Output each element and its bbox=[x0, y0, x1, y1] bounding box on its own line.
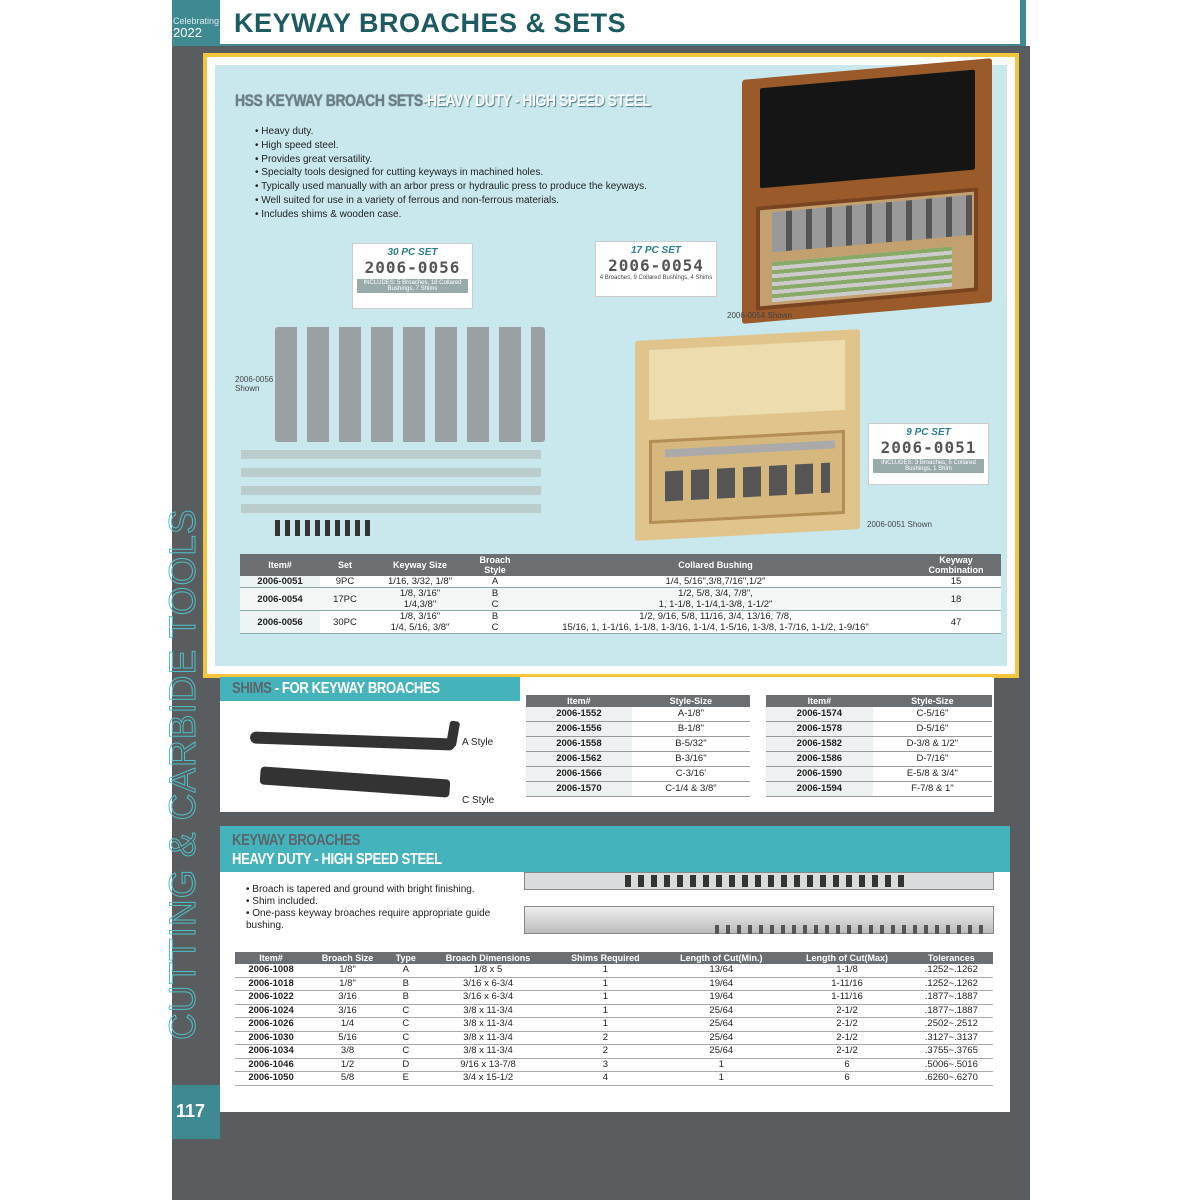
cell-type: C bbox=[388, 1045, 423, 1059]
header-accent bbox=[1020, 0, 1026, 46]
col-keyway-combination: Keyway Combination bbox=[911, 554, 1001, 576]
list-item: • High speed steel. bbox=[255, 139, 647, 153]
page-header bbox=[220, 0, 1026, 46]
col-item: Item# bbox=[240, 554, 320, 576]
cell-item: 2006-1008 bbox=[235, 964, 307, 977]
set-code: 2006-0056 bbox=[364, 258, 461, 277]
cell-set: 17PC bbox=[320, 588, 370, 611]
table-row bbox=[235, 1045, 993, 1059]
broach-photo-bottom bbox=[524, 906, 994, 934]
set-includes: INCLUDES: 3 Broaches, 5 Collared Bushings, 1 Shim bbox=[873, 459, 984, 473]
broaches-title bbox=[232, 831, 442, 869]
style-line: C bbox=[491, 599, 499, 610]
shims-table-right bbox=[766, 695, 992, 797]
cell-item: 2006-1570 bbox=[526, 782, 632, 797]
cell-dimensions: 9/16 x 13-7/8 bbox=[424, 1058, 553, 1072]
col-broach-style: Broach Style bbox=[470, 554, 520, 576]
cell-cut-max: 6 bbox=[784, 1058, 909, 1072]
size-line: 1/8, 3/16" bbox=[399, 588, 441, 599]
broach-photo-top bbox=[524, 872, 994, 890]
cell-tolerance: .1252~.1262 bbox=[910, 977, 993, 991]
table-header-row bbox=[526, 695, 750, 707]
list-item: • Typically used manually with an arbor press or hydraulic press to produce the keyways. bbox=[255, 180, 647, 194]
cell-cut-max: 6 bbox=[784, 1072, 909, 1086]
table-row bbox=[766, 767, 992, 782]
cell-cut-min: 1 bbox=[658, 1072, 784, 1086]
cell-combo: 15 bbox=[911, 576, 1001, 588]
cell-tolerance: .1252~.1262 bbox=[910, 964, 993, 977]
cell-cut-max: 2-1/2 bbox=[784, 1031, 909, 1045]
vertical-category-title: CUTTING & CARBIDE TOOLS bbox=[162, 508, 203, 1040]
cell-dimensions: 3/8 x 11-3/4 bbox=[424, 1045, 553, 1059]
cell-broach-size: 3/16 bbox=[307, 991, 388, 1005]
col-tolerances: Tolerances bbox=[910, 952, 993, 964]
cell-item: 2006-1024 bbox=[235, 1004, 307, 1018]
cell-style-size: B-1/8" bbox=[632, 722, 750, 737]
keyway-broaches-section bbox=[220, 826, 1010, 1112]
cell-tolerance: .2502~.2512 bbox=[910, 1018, 993, 1032]
cell-item: 2006-1026 bbox=[235, 1018, 307, 1032]
hss-sets-panel bbox=[215, 65, 1007, 666]
size-line: 1/4,3/8" bbox=[403, 599, 437, 610]
cell-item: 2006-1566 bbox=[526, 767, 632, 782]
cell-item: 2006-1050 bbox=[235, 1072, 307, 1086]
cell-style: A bbox=[470, 576, 520, 588]
cell-tolerance: .1877~.1887 bbox=[910, 1004, 993, 1018]
case-lid-lining bbox=[649, 340, 845, 420]
cell-cut-min: 25/64 bbox=[658, 1004, 784, 1018]
cell-broach-size: 1/2 bbox=[307, 1058, 388, 1072]
table-row bbox=[235, 1058, 993, 1072]
cell-broach-size: 1/8" bbox=[307, 977, 388, 991]
shim-a-style-hook bbox=[446, 720, 460, 747]
table-row bbox=[235, 964, 993, 977]
cell-size bbox=[370, 588, 470, 611]
wooden-case-17pc-photo bbox=[742, 58, 992, 324]
cell-item: 2006-0056 bbox=[240, 611, 320, 634]
table-row bbox=[526, 707, 750, 722]
broaches-table bbox=[235, 952, 993, 1086]
cell-item: 2006-1022 bbox=[235, 991, 307, 1005]
set-code: 2006-0054 bbox=[608, 256, 704, 275]
bushing-line: 1/2, 5/8, 3/4, 7/8", bbox=[678, 588, 753, 599]
table-row bbox=[240, 588, 1001, 611]
style-line: B bbox=[491, 611, 499, 622]
list-item: • Includes shims & wooden case. bbox=[255, 208, 647, 222]
cell-shims: 1 bbox=[553, 964, 659, 977]
cell-shims: 1 bbox=[553, 1018, 659, 1032]
table-row bbox=[235, 1031, 993, 1045]
shim-c-style-label: C Style bbox=[462, 795, 495, 806]
cell-dimensions: 1/8 x 5 bbox=[424, 964, 553, 977]
cell-dimensions: 3/8 x 11-3/4 bbox=[424, 1031, 553, 1045]
table-row bbox=[526, 767, 750, 782]
cell-cut-min: 13/64 bbox=[658, 964, 784, 977]
col-keyway-size: Keyway Size bbox=[370, 554, 470, 576]
cell-item: 2006-1558 bbox=[526, 737, 632, 752]
cell-style-size: A-1/8" bbox=[632, 707, 750, 722]
cell-shims: 2 bbox=[553, 1045, 659, 1059]
wooden-case-9pc-photo bbox=[635, 329, 860, 541]
cell-cut-min: 1 bbox=[658, 1058, 784, 1072]
table-row bbox=[235, 991, 993, 1005]
col-shims-required: Shims Required bbox=[553, 952, 659, 964]
size-line: 1/4, 5/16, 3/8" bbox=[390, 622, 450, 633]
cell-cut-min: 25/64 bbox=[658, 1018, 784, 1032]
shim-c-style-photo bbox=[260, 766, 451, 797]
shim-a-style-label: A Style bbox=[462, 737, 494, 748]
col-style-size: Style-Size bbox=[632, 695, 750, 707]
set-card-30pc bbox=[352, 243, 473, 309]
set-card-9pc bbox=[868, 423, 989, 485]
cell-set: 9PC bbox=[320, 576, 370, 588]
cell-bushing bbox=[520, 611, 911, 634]
set-name: 17 PC SET bbox=[630, 245, 682, 256]
cell-style-size: E-5/8 & 3/4" bbox=[873, 767, 992, 782]
cell-broach-size: 1/4 bbox=[307, 1018, 388, 1032]
cell-dimensions: 3/16 x 6-3/4 bbox=[424, 991, 553, 1005]
cell-cut-min: 25/64 bbox=[658, 1045, 784, 1059]
cell-set: 30PC bbox=[320, 611, 370, 634]
cell-shims: 1 bbox=[553, 977, 659, 991]
cell-item: 2006-1590 bbox=[766, 767, 873, 782]
list-item: • Specialty tools designed for cutting keyways in machined holes. bbox=[255, 166, 647, 180]
caption-0054: 2006-0054 Shown bbox=[727, 311, 792, 320]
col-item: Item# bbox=[766, 695, 873, 707]
table-row bbox=[235, 1004, 993, 1018]
caption-0056: 2006-0056 Shown bbox=[235, 375, 274, 393]
cell-item: 2006-1594 bbox=[766, 782, 873, 797]
hss-feature-list bbox=[255, 125, 647, 222]
shims-title-bar bbox=[220, 677, 520, 701]
shims-30pc bbox=[275, 520, 375, 536]
hss-sets-table bbox=[240, 554, 1001, 634]
bushing-line: 15/16, 1, 1-1/16, 1-1/8, 1-3/16, 1-1/4, 1-5/16, 1-3/8, 1-7/16, 1-1/2, 1-9/16" bbox=[562, 622, 869, 633]
cell-broach-size: 3/16 bbox=[307, 1004, 388, 1018]
list-item: • Broach is tapered and ground with bright finishing. bbox=[246, 884, 516, 896]
list-item: • Heavy duty. bbox=[255, 125, 647, 139]
table-header-row bbox=[240, 554, 1001, 576]
cell-cut-max: 1-11/16 bbox=[784, 991, 909, 1005]
cell-item: 2006-1046 bbox=[235, 1058, 307, 1072]
set-includes: INCLUDES: 5 Broaches, 18 Collared Bushings, 7 Shims bbox=[357, 279, 468, 293]
col-type: Type bbox=[388, 952, 423, 964]
cell-item: 2006-0054 bbox=[240, 588, 320, 611]
cell-item: 2006-1552 bbox=[526, 707, 632, 722]
cell-size: 1/16, 3/32, 1/8" bbox=[370, 576, 470, 588]
celebrating-label: Celebrating bbox=[173, 16, 220, 26]
year-label: 2022 bbox=[173, 25, 202, 40]
table-row bbox=[766, 752, 992, 767]
page-title: KEYWAY BROACHES & SETS bbox=[234, 8, 627, 38]
cell-bushing: 1/4, 5/16",3/8,7/16",1/2" bbox=[520, 576, 911, 588]
col-collared-bushing: Collared Bushing bbox=[520, 554, 911, 576]
cell-item: 2006-1018 bbox=[235, 977, 307, 991]
cell-item: 2006-1030 bbox=[235, 1031, 307, 1045]
cell-shims: 1 bbox=[553, 991, 659, 1005]
cell-tolerance: .3755~.3765 bbox=[910, 1045, 993, 1059]
cell-item: 2006-1578 bbox=[766, 722, 873, 737]
shim-a-style-photo bbox=[250, 731, 455, 750]
col-style-size: Style-Size bbox=[873, 695, 992, 707]
cell-tolerance: .5006~.5016 bbox=[910, 1058, 993, 1072]
cell-bushing bbox=[520, 588, 911, 611]
cell-style-size: D-5/16" bbox=[873, 722, 992, 737]
cell-type: C bbox=[388, 1004, 423, 1018]
table-row bbox=[766, 707, 992, 722]
table-row bbox=[240, 576, 1001, 588]
col-length-cut-min: Length of Cut(Min.) bbox=[658, 952, 784, 964]
shims-table-left bbox=[526, 695, 750, 797]
size-line: 1/8, 3/16" bbox=[399, 611, 441, 622]
table-row bbox=[235, 1018, 993, 1032]
cell-dimensions: 3/4 x 15-1/2 bbox=[424, 1072, 553, 1086]
cell-type: A bbox=[388, 964, 423, 977]
cell-combo: 47 bbox=[911, 611, 1001, 634]
list-item: • Well suited for use in a variety of ferrous and non-ferrous materials. bbox=[255, 194, 647, 208]
list-item: • Provides great versatility. bbox=[255, 153, 647, 167]
col-item: Item# bbox=[526, 695, 632, 707]
cell-cut-min: 19/64 bbox=[658, 977, 784, 991]
cell-combo: 18 bbox=[911, 588, 1001, 611]
cell-broach-size: 5/8 bbox=[307, 1072, 388, 1086]
cell-tolerance: .3127~.3137 bbox=[910, 1031, 993, 1045]
hss-title-main: HSS KEYWAY BROACH SETS bbox=[235, 91, 423, 110]
cell-type: B bbox=[388, 977, 423, 991]
col-length-cut-max: Length of Cut(Max) bbox=[784, 952, 909, 964]
cell-tolerance: .6260~.6270 bbox=[910, 1072, 993, 1086]
cell-style-size: D-7/16" bbox=[873, 752, 992, 767]
page-number: 117 bbox=[172, 1085, 220, 1139]
cell-tolerance: .1877~.1887 bbox=[910, 991, 993, 1005]
shims-title-main: SHIMS bbox=[232, 680, 272, 697]
cell-style-size: B-3/16" bbox=[632, 752, 750, 767]
cell-style-size: C-1/4 & 3/8" bbox=[632, 782, 750, 797]
table-row bbox=[526, 752, 750, 767]
broaches-feature-list bbox=[246, 884, 516, 932]
style-line: B bbox=[491, 588, 499, 599]
col-broach-size: Broach Size bbox=[307, 952, 388, 964]
cell-type: E bbox=[388, 1072, 423, 1086]
cell-item: 2006-1556 bbox=[526, 722, 632, 737]
table-header-row bbox=[766, 695, 992, 707]
set-name: 9 PC SET bbox=[906, 427, 951, 438]
cell-style bbox=[470, 611, 520, 634]
table-row bbox=[526, 722, 750, 737]
broach-teeth bbox=[715, 925, 985, 934]
table-row bbox=[766, 722, 992, 737]
cell-cut-min: 25/64 bbox=[658, 1031, 784, 1045]
cell-shims: 4 bbox=[553, 1072, 659, 1086]
loose-set-30pc-photo bbox=[275, 327, 545, 442]
set-name: 30 PC SET bbox=[387, 247, 438, 258]
shims-title bbox=[232, 680, 440, 698]
caption-0051: 2006-0051 Shown bbox=[867, 520, 932, 529]
case-lid-lining bbox=[760, 70, 975, 189]
cell-dimensions: 3/8 x 11-3/4 bbox=[424, 1018, 553, 1032]
cell-cut-max: 2-1/2 bbox=[784, 1018, 909, 1032]
shims-section bbox=[220, 677, 994, 812]
table-row bbox=[766, 782, 992, 797]
cell-type: C bbox=[388, 1018, 423, 1032]
list-item: • Shim included. bbox=[246, 896, 516, 908]
cell-item: 2006-0051 bbox=[240, 576, 320, 588]
broaches-title-bar bbox=[220, 826, 1010, 872]
table-row bbox=[526, 737, 750, 752]
cell-dimensions: 3/8 x 11-3/4 bbox=[424, 1004, 553, 1018]
hss-sets-title bbox=[235, 91, 651, 111]
cell-dimensions: 3/16 x 6-3/4 bbox=[424, 977, 553, 991]
cell-item: 2006-1562 bbox=[526, 752, 632, 767]
cell-cut-max: 2-1/2 bbox=[784, 1045, 909, 1059]
cell-style-size: C-5/16" bbox=[873, 707, 992, 722]
cell-style-size: B-5/32" bbox=[632, 737, 750, 752]
cell-type: C bbox=[388, 1031, 423, 1045]
cell-style-size: F-7/8 & 1" bbox=[873, 782, 992, 797]
style-line: C bbox=[491, 622, 499, 633]
hss-title-sub: -HEAVY DUTY - HIGH SPEED STEEL bbox=[422, 91, 651, 110]
cell-type: B bbox=[388, 991, 423, 1005]
cell-item: 2006-1574 bbox=[766, 707, 873, 722]
cell-item: 2006-1586 bbox=[766, 752, 873, 767]
cell-size bbox=[370, 611, 470, 634]
table-row bbox=[240, 611, 1001, 634]
bushing-line: 1, 1-1/8, 1-1/4,1-3/8, 1-1/2" bbox=[658, 599, 773, 610]
table-row bbox=[766, 737, 992, 752]
set-includes: 4 Broaches, 9 Collared Bushings, 4 Shims bbox=[599, 275, 713, 281]
cell-shims: 2 bbox=[553, 1031, 659, 1045]
table-row bbox=[235, 977, 993, 991]
set-card-17pc bbox=[595, 241, 717, 297]
cell-cut-min: 19/64 bbox=[658, 991, 784, 1005]
cell-type: D bbox=[388, 1058, 423, 1072]
cell-style-size: D-3/8 & 1/2" bbox=[873, 737, 992, 752]
cell-cut-max: 1-11/16 bbox=[784, 977, 909, 991]
table-row bbox=[526, 782, 750, 797]
cell-broach-size: 5/16 bbox=[307, 1031, 388, 1045]
set-code: 2006-0051 bbox=[880, 438, 977, 457]
cell-broach-size: 1/8" bbox=[307, 964, 388, 977]
cell-shims: 3 bbox=[553, 1058, 659, 1072]
celebrating-badge bbox=[172, 0, 220, 46]
cell-item: 2006-1582 bbox=[766, 737, 873, 752]
cell-cut-max: 1-1/8 bbox=[784, 964, 909, 977]
bushing-line: 1/2, 9/16, 5/8, 11/16, 3/4, 13/16, 7/8, bbox=[639, 611, 792, 622]
cell-shims: 1 bbox=[553, 1004, 659, 1018]
broaches-title-line2: HEAVY DUTY - HIGH SPEED STEEL bbox=[232, 851, 442, 868]
hss-sets-section bbox=[203, 53, 1019, 678]
cell-item: 2006-1034 bbox=[235, 1045, 307, 1059]
broach-bars-30pc bbox=[241, 443, 541, 513]
table-row bbox=[235, 1072, 993, 1086]
list-item: • One-pass keyway broaches require appropriate guide bushing. bbox=[246, 908, 516, 932]
broaches-title-line1: KEYWAY BROACHES bbox=[232, 832, 360, 849]
broaches-table-body bbox=[235, 964, 993, 1085]
col-item: Item# bbox=[235, 952, 307, 964]
cell-style bbox=[470, 588, 520, 611]
cell-style-size: C-3/16' bbox=[632, 767, 750, 782]
table-header-row bbox=[235, 952, 993, 964]
cell-broach-size: 3/8 bbox=[307, 1045, 388, 1059]
cell-cut-max: 2-1/2 bbox=[784, 1004, 909, 1018]
broach-teeth bbox=[625, 875, 905, 887]
col-broach-dimensions: Broach Dimensions bbox=[424, 952, 553, 964]
col-set: Set bbox=[320, 554, 370, 576]
shims-title-sub: - FOR KEYWAY BROACHES bbox=[271, 680, 440, 697]
